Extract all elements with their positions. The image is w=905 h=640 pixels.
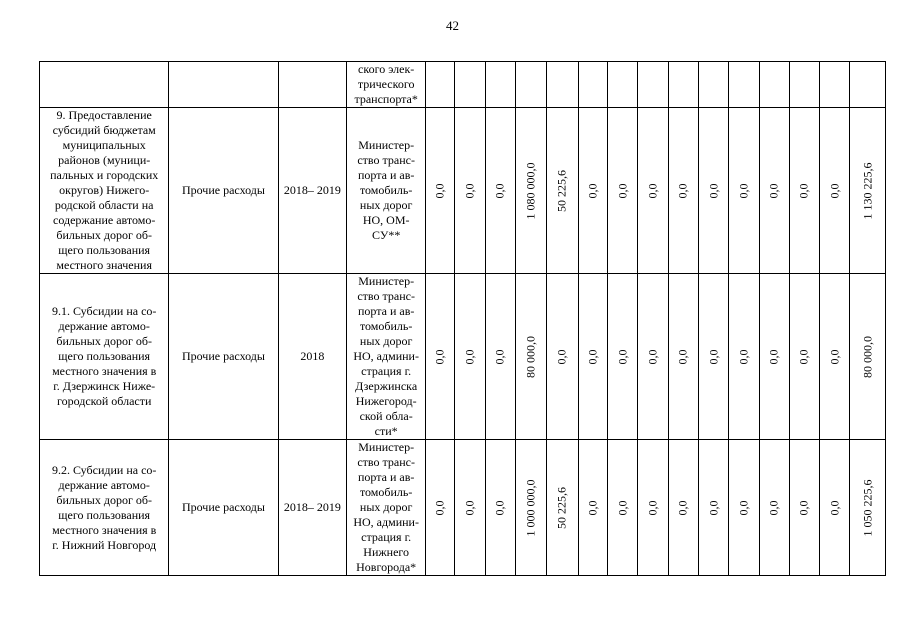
value-cell: [578, 274, 607, 440]
value-text: 0,0: [736, 183, 751, 198]
value-text: 0,0: [675, 183, 690, 198]
value-cell: [729, 440, 759, 576]
value-cell: [759, 274, 789, 440]
measure-name-cell: 9.2. Субсидии на со- держание автомо- бильных дорог об- щего пользования местного значения в г. Нижний Новгород: [40, 440, 169, 576]
value-text: 0,0: [827, 500, 842, 515]
value-cell: [789, 274, 819, 440]
value-cell: [485, 274, 515, 440]
value-text: 0,0: [736, 349, 751, 364]
value-cell: [820, 274, 850, 440]
executor-cell: Министер- ство транс- порта и ав- томобиль- ных дорог НО, ОМ- СУ**: [347, 108, 426, 274]
value-text: 0,0: [492, 183, 507, 198]
value-text: 0,0: [554, 349, 569, 364]
value-cell: [759, 440, 789, 576]
value-cell: [516, 274, 547, 440]
value-text: 0,0: [615, 500, 630, 515]
value-cell: [607, 108, 637, 274]
executor-cell: ского элек- трического транспорта*: [347, 62, 426, 108]
value-cell: [516, 62, 547, 108]
value-cell: [455, 274, 485, 440]
value-cell: [820, 62, 850, 108]
executor-cell: Министер- ство транс- порта и ав- томобиль- ных дорог НО, админи- страция г. Дзержинска Нижегород- ской обла- сти*: [347, 274, 426, 440]
value-cell: [485, 108, 515, 274]
value-text: 0,0: [645, 500, 660, 515]
table-row: [40, 274, 886, 440]
years-cell: 2018– 2019: [278, 108, 347, 274]
value-text: 0,0: [675, 349, 690, 364]
value-cell: [578, 62, 607, 108]
value-text: 80 000,0: [860, 335, 875, 378]
value-text: 0,0: [462, 183, 477, 198]
value-text: 1 080 000,0: [523, 162, 538, 219]
value-cell: [455, 440, 485, 576]
value-cell: [729, 108, 759, 274]
value-text: 0,0: [492, 349, 507, 364]
value-text: 0,0: [736, 500, 751, 515]
page-number: 42: [446, 18, 459, 33]
years-cell: 2018– 2019: [278, 440, 347, 576]
measure-name-cell: 9. Предоставление субсидий бюджетам муниципальных районов (муници- пальных и городских округов) Нижего- родской области на содержание автомо- бильных дорог об- щего пользования местного значения: [40, 108, 169, 274]
value-cell: [426, 62, 455, 108]
value-cell: [455, 62, 485, 108]
value-text: 0,0: [492, 500, 507, 515]
value-text: 50 225,6: [554, 169, 569, 212]
value-cell: [578, 108, 607, 274]
value-cell: [426, 274, 455, 440]
value-text: 1 050 225,6: [860, 479, 875, 536]
value-cell: [516, 108, 547, 274]
value-cell: [820, 108, 850, 274]
value-text: 0,0: [827, 183, 842, 198]
value-text: 50 225,6: [554, 486, 569, 529]
value-cell: [759, 62, 789, 108]
value-cell: [485, 440, 515, 576]
table-row: [40, 108, 886, 274]
value-text: 0,0: [615, 183, 630, 198]
value-cell: [638, 62, 668, 108]
expense-type-cell: Прочие расходы: [169, 440, 278, 576]
value-cell: [698, 108, 728, 274]
table-row: [40, 62, 886, 108]
value-cell: [729, 62, 759, 108]
value-text: 0,0: [766, 500, 781, 515]
value-text: 0,0: [432, 349, 447, 364]
value-cell: [820, 440, 850, 576]
value-cell: [850, 274, 886, 440]
value-text: 0,0: [827, 349, 842, 364]
value-cell: [426, 440, 455, 576]
value-cell: [638, 440, 668, 576]
expense-type-cell: [169, 62, 278, 108]
value-cell: [789, 440, 819, 576]
value-text: 0,0: [585, 500, 600, 515]
value-text: 0,0: [766, 349, 781, 364]
budget-table: [39, 61, 886, 576]
value-text: 0,0: [585, 183, 600, 198]
value-cell: [547, 62, 578, 108]
value-text: 0,0: [766, 183, 781, 198]
value-cell: [485, 62, 515, 108]
value-text: 0,0: [796, 349, 811, 364]
value-text: 0,0: [645, 349, 660, 364]
expense-type-cell: Прочие расходы: [169, 274, 278, 440]
value-cell: [455, 108, 485, 274]
value-text: 1 000 000,0: [523, 479, 538, 536]
value-cell: [578, 440, 607, 576]
value-cell: [698, 440, 728, 576]
value-cell: [668, 108, 698, 274]
value-cell: [698, 274, 728, 440]
value-cell: [547, 274, 578, 440]
value-cell: [607, 440, 637, 576]
value-cell: [729, 274, 759, 440]
value-text: 0,0: [462, 349, 477, 364]
value-cell: [547, 108, 578, 274]
value-text: 0,0: [675, 500, 690, 515]
value-cell: [850, 108, 886, 274]
value-text: 0,0: [645, 183, 660, 198]
value-text: 0,0: [432, 183, 447, 198]
value-cell: [638, 108, 668, 274]
value-cell: [668, 274, 698, 440]
value-cell: [668, 62, 698, 108]
value-cell: [789, 62, 819, 108]
value-cell: [668, 440, 698, 576]
executor-cell: Министер- ство транс- порта и ав- томобиль- ных дорог НО, админи- страция г. Нижнего Новгорода*: [347, 440, 426, 576]
value-text: 0,0: [706, 349, 721, 364]
value-cell: [426, 108, 455, 274]
value-text: 0,0: [796, 500, 811, 515]
years-cell: 2018: [278, 274, 347, 440]
value-text: 1 130 225,6: [860, 162, 875, 219]
value-cell: [698, 62, 728, 108]
value-text: 0,0: [432, 500, 447, 515]
measure-name-cell: [40, 62, 169, 108]
value-cell: [850, 62, 886, 108]
value-text: 0,0: [615, 349, 630, 364]
value-cell: [547, 440, 578, 576]
value-text: 0,0: [706, 500, 721, 515]
value-text: 0,0: [585, 349, 600, 364]
table-row: [40, 440, 886, 576]
value-text: 0,0: [796, 183, 811, 198]
expense-type-cell: Прочие расходы: [169, 108, 278, 274]
value-cell: [789, 108, 819, 274]
value-cell: [638, 274, 668, 440]
value-cell: [759, 108, 789, 274]
years-cell: [278, 62, 347, 108]
value-cell: [850, 440, 886, 576]
value-cell: [516, 440, 547, 576]
value-cell: [607, 62, 637, 108]
measure-name-cell: 9.1. Субсидии на со- держание автомо- бильных дорог об- щего пользования местного значения в г. Дзержинск Ниже- городской области: [40, 274, 169, 440]
value-cell: [607, 274, 637, 440]
value-text: 0,0: [706, 183, 721, 198]
value-text: 0,0: [462, 500, 477, 515]
value-text: 80 000,0: [523, 335, 538, 378]
